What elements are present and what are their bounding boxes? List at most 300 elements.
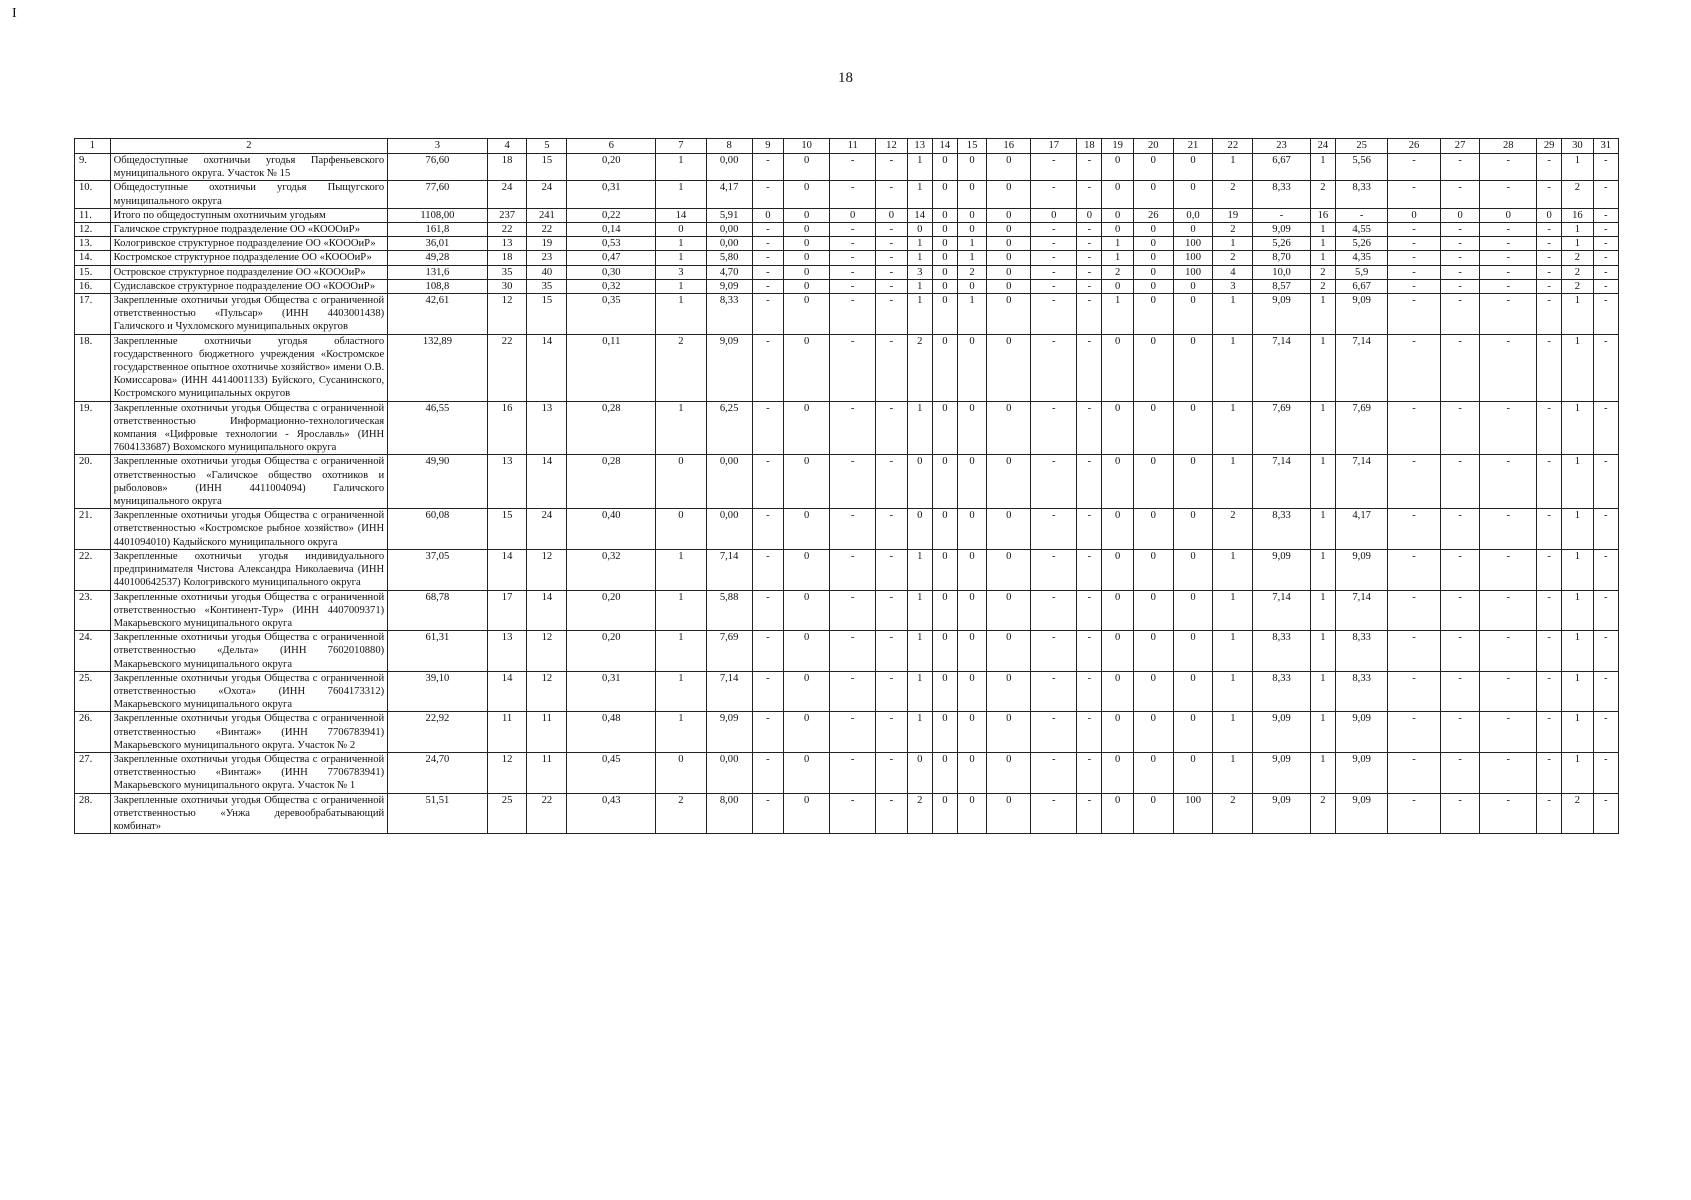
table-row [75, 279, 1619, 293]
value-cell: 0,43 [567, 793, 656, 834]
value-cell: 8,33 [1335, 631, 1387, 672]
value-cell: 14 [527, 590, 567, 631]
value-cell: - [1593, 181, 1618, 208]
value-cell: 19 [527, 237, 567, 251]
value-cell: - [876, 265, 907, 279]
value-cell: 6,67 [1253, 154, 1311, 181]
value-cell: - [830, 251, 876, 265]
value-cell: 237 [487, 208, 527, 222]
value-cell: - [876, 793, 907, 834]
table-row [75, 223, 1619, 237]
value-cell: 15 [527, 154, 567, 181]
value-cell: 1 [1213, 590, 1253, 631]
value-cell: - [830, 671, 876, 712]
value-cell: 0 [784, 251, 830, 265]
value-cell: 1 [907, 712, 932, 753]
value-cell: - [752, 154, 783, 181]
value-cell: 7,14 [1253, 590, 1311, 631]
value-cell: - [1077, 752, 1102, 793]
value-cell: 1 [1102, 237, 1133, 251]
value-cell: 9,09 [1335, 549, 1387, 590]
ground-name-cell: Закрепленные охотничьи угодья Общества с ограниченной ответственностью «Пульсар» (ИНН 4403001438) Галичского и Чухломского муниципальных округов [110, 294, 388, 335]
value-cell: 1 [1310, 237, 1335, 251]
value-cell: 15 [527, 294, 567, 335]
value-cell: 0 [1388, 208, 1440, 222]
value-cell: 0 [1133, 294, 1173, 335]
value-cell: 1 [656, 237, 706, 251]
value-cell: 0,40 [567, 509, 656, 550]
value-cell: - [1593, 752, 1618, 793]
value-cell: - [1077, 671, 1102, 712]
value-cell: 1 [656, 154, 706, 181]
value-cell: - [1077, 223, 1102, 237]
value-cell: - [1537, 279, 1562, 293]
value-cell: 1 [656, 712, 706, 753]
value-cell: 0 [932, 265, 957, 279]
value-cell: - [752, 590, 783, 631]
value-cell: - [1480, 590, 1537, 631]
column-number: 30 [1562, 139, 1593, 154]
value-cell: - [1440, 401, 1480, 455]
value-cell: - [1537, 223, 1562, 237]
value-cell: - [1077, 455, 1102, 509]
value-cell: 0 [1133, 712, 1173, 753]
value-cell: 0,0 [1173, 208, 1213, 222]
value-cell: 25 [487, 793, 527, 834]
value-cell: 0 [784, 712, 830, 753]
ground-name-cell: Общедоступные охотничьи угодья Пыщугского муниципального округа [110, 181, 388, 208]
row-number-cell: 19. [75, 401, 111, 455]
value-cell: 0 [957, 752, 986, 793]
column-number: 28 [1480, 139, 1537, 154]
value-cell: - [1480, 712, 1537, 753]
value-cell: 7,69 [1335, 401, 1387, 455]
table-row [75, 752, 1619, 793]
value-cell: 1 [907, 154, 932, 181]
value-cell: 0 [1102, 712, 1133, 753]
value-cell: 1 [1310, 671, 1335, 712]
value-cell: 0 [987, 401, 1031, 455]
value-cell: 24 [527, 509, 567, 550]
value-cell: - [1440, 154, 1480, 181]
value-cell: 10,0 [1253, 265, 1311, 279]
value-cell: 0 [1102, 509, 1133, 550]
value-cell: - [1537, 671, 1562, 712]
value-cell: - [876, 509, 907, 550]
value-cell: - [1031, 265, 1077, 279]
column-number: 7 [656, 139, 706, 154]
row-number-cell: 9. [75, 154, 111, 181]
value-cell: 0 [932, 590, 957, 631]
value-cell: - [1537, 793, 1562, 834]
value-cell: 0 [1133, 237, 1173, 251]
value-cell: - [1031, 294, 1077, 335]
value-cell: - [1480, 154, 1537, 181]
value-cell: 131,6 [388, 265, 488, 279]
value-cell: 0,32 [567, 279, 656, 293]
value-cell: 35 [527, 279, 567, 293]
value-cell: - [1440, 671, 1480, 712]
value-cell: 0 [932, 671, 957, 712]
value-cell: 1 [957, 294, 986, 335]
value-cell: 1 [907, 631, 932, 672]
value-cell: 30 [487, 279, 527, 293]
value-cell: - [1031, 251, 1077, 265]
value-cell: 0 [987, 294, 1031, 335]
value-cell: 1 [1213, 237, 1253, 251]
column-number: 10 [784, 139, 830, 154]
value-cell: - [1031, 712, 1077, 753]
value-cell: 0 [1102, 590, 1133, 631]
ground-name-cell: Галичское структурное подразделение ОО «КОООиР» [110, 223, 388, 237]
value-cell: 0 [1133, 631, 1173, 672]
value-cell: - [1077, 401, 1102, 455]
value-cell: 0 [932, 712, 957, 753]
value-cell: 1 [1213, 455, 1253, 509]
value-cell: - [1388, 712, 1440, 753]
value-cell: - [1388, 631, 1440, 672]
column-number: 18 [1077, 139, 1102, 154]
value-cell: 0 [1077, 208, 1102, 222]
value-cell: 0 [957, 401, 986, 455]
value-cell: 1 [1310, 294, 1335, 335]
value-cell: 2 [957, 265, 986, 279]
value-cell: - [1593, 793, 1618, 834]
table-row [75, 455, 1619, 509]
ground-name-cell: Закрепленные охотничьи угодья Общества с ограниченной ответственностью «Дельта» (ИНН 7602010880) Макарьевского муниципального округа [110, 631, 388, 672]
value-cell: - [1440, 334, 1480, 401]
column-number: 26 [1388, 139, 1440, 154]
value-cell: 2 [1213, 509, 1253, 550]
value-cell: - [1388, 509, 1440, 550]
table-row [75, 181, 1619, 208]
value-cell: 0 [932, 223, 957, 237]
value-cell: 0,47 [567, 251, 656, 265]
value-cell: - [1388, 752, 1440, 793]
value-cell: - [1388, 401, 1440, 455]
value-cell: - [1593, 631, 1618, 672]
value-cell: - [830, 237, 876, 251]
value-cell: - [876, 251, 907, 265]
value-cell: 0,00 [706, 223, 752, 237]
column-number: 9 [752, 139, 783, 154]
value-cell: 241 [527, 208, 567, 222]
row-number-cell: 12. [75, 223, 111, 237]
value-cell: - [830, 752, 876, 793]
row-number-cell: 28. [75, 793, 111, 834]
value-cell: - [1537, 401, 1562, 455]
value-cell: 5,9 [1335, 265, 1387, 279]
value-cell: 0 [957, 793, 986, 834]
value-cell: 100 [1173, 237, 1213, 251]
value-cell: 0 [830, 208, 876, 222]
table-row [75, 237, 1619, 251]
value-cell: - [1480, 401, 1537, 455]
value-cell: - [876, 631, 907, 672]
value-cell: 9,09 [1253, 294, 1311, 335]
value-cell: - [876, 154, 907, 181]
value-cell: 37,05 [388, 549, 488, 590]
value-cell: - [752, 509, 783, 550]
ground-name-cell: Закрепленные охотничьи угодья Общества с ограниченной ответственностью «Винтаж» (ИНН 7706783941) Макарьевского муниципального округа. Участок № 2 [110, 712, 388, 753]
value-cell: 0 [784, 509, 830, 550]
value-cell: 0 [957, 549, 986, 590]
value-cell: 14 [487, 549, 527, 590]
value-cell: - [1440, 455, 1480, 509]
value-cell: 0 [987, 631, 1031, 672]
value-cell: 12 [527, 549, 567, 590]
value-cell: - [1537, 334, 1562, 401]
value-cell: 11 [527, 712, 567, 753]
value-cell: 0 [957, 631, 986, 672]
value-cell: - [1593, 455, 1618, 509]
value-cell: - [1031, 401, 1077, 455]
value-cell: 5,88 [706, 590, 752, 631]
value-cell: - [752, 712, 783, 753]
value-cell: 49,90 [388, 455, 488, 509]
value-cell: - [1031, 237, 1077, 251]
value-cell: - [1537, 154, 1562, 181]
value-cell: 46,55 [388, 401, 488, 455]
value-cell: 22 [527, 223, 567, 237]
value-cell: - [1388, 279, 1440, 293]
table-row [75, 334, 1619, 401]
table-row [75, 154, 1619, 181]
table-row [75, 509, 1619, 550]
value-cell: 100 [1173, 251, 1213, 265]
ground-name-cell: Закрепленные охотничьи угодья Общества с ограниченной ответственностью «Галичское общество охотников и рыболовов» (ИНН 4411004094) Галичского муниципального округа [110, 455, 388, 509]
value-cell: 0 [957, 208, 986, 222]
value-cell: 0 [1173, 455, 1213, 509]
value-cell: 11 [487, 712, 527, 753]
value-cell: 1 [1102, 294, 1133, 335]
value-cell: - [752, 549, 783, 590]
value-cell: 1 [1213, 631, 1253, 672]
value-cell: 1 [1310, 401, 1335, 455]
value-cell: 1 [1562, 671, 1593, 712]
value-cell: 0 [932, 752, 957, 793]
value-cell: - [1593, 265, 1618, 279]
value-cell: - [1537, 509, 1562, 550]
value-cell: 0 [1173, 590, 1213, 631]
value-cell: 49,28 [388, 251, 488, 265]
value-cell: - [1480, 181, 1537, 208]
value-cell: 0,28 [567, 401, 656, 455]
value-cell: - [1440, 509, 1480, 550]
value-cell: - [1388, 590, 1440, 631]
value-cell: 0 [987, 549, 1031, 590]
value-cell: - [1031, 181, 1077, 208]
value-cell: - [752, 223, 783, 237]
value-cell: - [1031, 334, 1077, 401]
value-cell: 0 [1133, 251, 1173, 265]
hunting-grounds-table [74, 138, 1619, 834]
value-cell: 13 [487, 455, 527, 509]
value-cell: 22 [527, 793, 567, 834]
value-cell: 76,60 [388, 154, 488, 181]
value-cell: - [1440, 279, 1480, 293]
value-cell: - [1480, 793, 1537, 834]
value-cell: 0 [784, 793, 830, 834]
value-cell: - [1077, 251, 1102, 265]
value-cell: - [1388, 181, 1440, 208]
value-cell: 1 [1562, 223, 1593, 237]
value-cell: - [1537, 631, 1562, 672]
value-cell: 0 [752, 208, 783, 222]
value-cell: - [752, 279, 783, 293]
value-cell: 0 [987, 223, 1031, 237]
value-cell: 3 [1213, 279, 1253, 293]
value-cell: 60,08 [388, 509, 488, 550]
value-cell: 51,51 [388, 793, 488, 834]
value-cell: - [752, 671, 783, 712]
value-cell: 0,20 [567, 154, 656, 181]
value-cell: 0 [1133, 265, 1173, 279]
value-cell: - [1253, 208, 1311, 222]
value-cell: 2 [656, 334, 706, 401]
ground-name-cell: Закрепленные охотничьи угодья Общества с ограниченной ответственностью «Континент-Тур» (ИНН 4407009371) Макарьевского муниципального округа [110, 590, 388, 631]
value-cell: 0,35 [567, 294, 656, 335]
value-cell: - [1480, 251, 1537, 265]
value-cell: 0 [1133, 752, 1173, 793]
value-cell: 0 [1173, 712, 1213, 753]
value-cell: - [1480, 279, 1537, 293]
value-cell: 14 [527, 334, 567, 401]
value-cell: 0 [957, 590, 986, 631]
value-cell: 7,14 [1253, 455, 1311, 509]
value-cell: 9,09 [706, 334, 752, 401]
value-cell: 0,20 [567, 590, 656, 631]
value-cell: 3 [656, 265, 706, 279]
value-cell: 9,09 [1335, 712, 1387, 753]
table-row [75, 265, 1619, 279]
value-cell: 0 [1173, 549, 1213, 590]
value-cell: 0 [784, 752, 830, 793]
value-cell: 7,69 [1253, 401, 1311, 455]
value-cell: 0 [932, 279, 957, 293]
value-cell: - [1031, 631, 1077, 672]
value-cell: 0 [784, 208, 830, 222]
value-cell: 13 [487, 237, 527, 251]
column-number: 16 [987, 139, 1031, 154]
value-cell: 0 [987, 181, 1031, 208]
value-cell: 0 [932, 181, 957, 208]
value-cell: 0 [987, 712, 1031, 753]
value-cell: 2 [1562, 251, 1593, 265]
value-cell: - [1593, 712, 1618, 753]
row-number-cell: 26. [75, 712, 111, 753]
value-cell: 0 [932, 793, 957, 834]
value-cell: 100 [1173, 265, 1213, 279]
value-cell: 1 [656, 181, 706, 208]
value-cell: - [1593, 208, 1618, 222]
row-number-cell: 22. [75, 549, 111, 590]
value-cell: 0,48 [567, 712, 656, 753]
value-cell: 108,8 [388, 279, 488, 293]
value-cell: 0 [1102, 334, 1133, 401]
value-cell: 0,00 [706, 237, 752, 251]
value-cell: 0 [1102, 223, 1133, 237]
value-cell: - [830, 334, 876, 401]
value-cell: 0 [784, 279, 830, 293]
value-cell: - [1388, 334, 1440, 401]
value-cell: 0 [987, 251, 1031, 265]
value-cell: - [830, 590, 876, 631]
value-cell: 2 [1562, 279, 1593, 293]
value-cell: 0 [1133, 181, 1173, 208]
value-cell: 0,00 [706, 752, 752, 793]
value-cell: 61,31 [388, 631, 488, 672]
value-cell: 0 [1102, 279, 1133, 293]
value-cell: 0 [957, 712, 986, 753]
ground-name-cell: Итого по общедоступным охотничьим угодьям [110, 208, 388, 222]
row-number-cell: 21. [75, 509, 111, 550]
value-cell: - [1440, 590, 1480, 631]
value-cell: 0 [932, 549, 957, 590]
value-cell: 0 [1173, 671, 1213, 712]
value-cell: 4,70 [706, 265, 752, 279]
row-number-cell: 23. [75, 590, 111, 631]
value-cell: 2 [1213, 793, 1253, 834]
value-cell: 5,80 [706, 251, 752, 265]
value-cell: - [1077, 590, 1102, 631]
value-cell: - [1537, 251, 1562, 265]
value-cell: - [1388, 237, 1440, 251]
value-cell: 0 [656, 509, 706, 550]
value-cell: 5,56 [1335, 154, 1387, 181]
value-cell: - [830, 154, 876, 181]
value-cell: - [1593, 509, 1618, 550]
column-number: 4 [487, 139, 527, 154]
ground-name-cell: Судиславское структурное подразделение ОО «КОООиР» [110, 279, 388, 293]
value-cell: 18 [487, 154, 527, 181]
value-cell: 0,00 [706, 455, 752, 509]
value-cell: 9,09 [1253, 549, 1311, 590]
value-cell: - [752, 793, 783, 834]
value-cell: - [1480, 549, 1537, 590]
column-number: 15 [957, 139, 986, 154]
column-number-row [75, 139, 1619, 154]
value-cell: 5,26 [1253, 237, 1311, 251]
ground-name-cell: Закрепленные охотничьи угодья Общества с ограниченной ответственностью Информационно-технологическая компания «Цифровые технологии - Ярославль» (ИНН 7604133687) Вохомского муниципального округа [110, 401, 388, 455]
value-cell: 24 [527, 181, 567, 208]
value-cell: 0 [932, 401, 957, 455]
value-cell: 24,70 [388, 752, 488, 793]
value-cell: 16 [487, 401, 527, 455]
value-cell: 1 [957, 251, 986, 265]
value-cell: - [1593, 251, 1618, 265]
value-cell: 1 [656, 279, 706, 293]
value-cell: 0 [784, 401, 830, 455]
value-cell: - [830, 265, 876, 279]
value-cell: 2 [1102, 265, 1133, 279]
table-row [75, 251, 1619, 265]
value-cell: 1 [1310, 549, 1335, 590]
value-cell: - [876, 455, 907, 509]
value-cell: 0 [957, 509, 986, 550]
value-cell: 0 [1133, 793, 1173, 834]
value-cell: 1 [1213, 334, 1253, 401]
value-cell: 0 [876, 208, 907, 222]
value-cell: 1 [907, 294, 932, 335]
value-cell: 0 [932, 509, 957, 550]
value-cell: 16 [1310, 208, 1335, 222]
value-cell: 4,17 [706, 181, 752, 208]
value-cell: - [1388, 251, 1440, 265]
value-cell: 0 [1133, 401, 1173, 455]
value-cell: 0 [987, 455, 1031, 509]
value-cell: 0 [1133, 509, 1173, 550]
